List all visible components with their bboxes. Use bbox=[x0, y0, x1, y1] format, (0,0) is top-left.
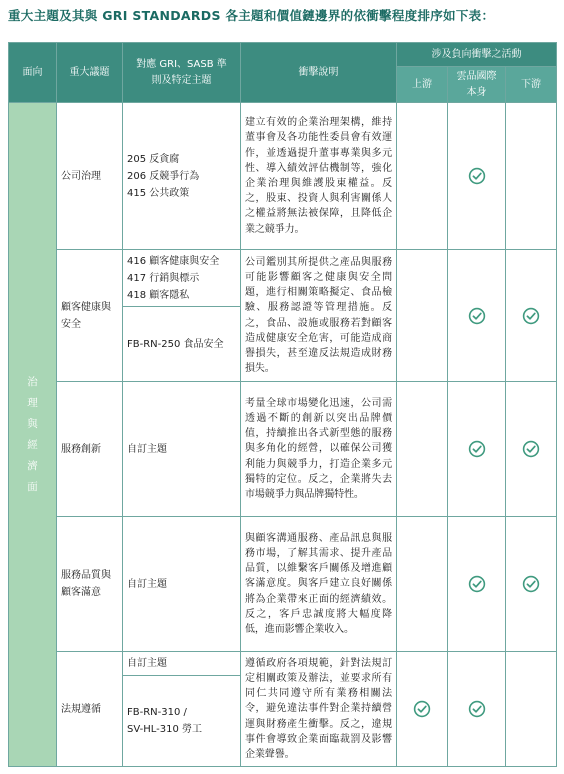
upstream-cell bbox=[397, 652, 448, 767]
standard-item: FB-RN-250 食品安全 bbox=[127, 338, 224, 350]
header-itself bbox=[448, 67, 506, 103]
standard-cell bbox=[123, 382, 241, 517]
table-row bbox=[9, 517, 557, 652]
downstream-cell bbox=[506, 652, 557, 767]
standard-cell bbox=[123, 517, 241, 652]
downstream-cell bbox=[506, 250, 557, 382]
upstream-cell bbox=[397, 103, 448, 250]
header-facet: 面向 bbox=[9, 43, 57, 103]
standard-item: 417 行銷與標示 bbox=[127, 272, 200, 284]
material-topics-table bbox=[8, 42, 557, 767]
facet-cell bbox=[9, 103, 57, 767]
header-standard-label: 對應 GRI、SASB 準則及特定主題 bbox=[136, 58, 227, 86]
table-row bbox=[9, 250, 557, 307]
check-circle-icon bbox=[522, 440, 540, 458]
topic-cell: 公司治理 bbox=[57, 103, 123, 250]
topic-cell: 法規遵循 bbox=[57, 652, 123, 767]
standard-cell bbox=[123, 652, 241, 676]
header-topic: 重大議題 bbox=[57, 43, 123, 103]
header-standard bbox=[123, 43, 241, 103]
standard-item: 自訂主題 bbox=[127, 578, 167, 590]
table-row bbox=[9, 103, 557, 250]
topic-cell: 服務品質與顧客滿意 bbox=[57, 517, 123, 652]
header-upstream: 上游 bbox=[397, 67, 448, 103]
upstream-cell bbox=[397, 517, 448, 652]
impact-description: 考量全球市場變化迅速，公司需透過不斷的創新以突出品牌價值，持續推出各式新型態的服務與多角化的經營，以確保公司獲利能力與競爭力，打造企業多元獨特的定位。反之，企業將失去市場競爭力與品牌獨特性。 bbox=[241, 382, 397, 517]
header-group: 涉及負向衝擊之活動 bbox=[397, 43, 557, 67]
topic-cell: 顧客健康與安全 bbox=[57, 250, 123, 382]
impact-description: 遵循政府各項規範，針對法規訂定相關政策及辦法，並要求所有同仁共同遵守所有業務相關法令，避免違法事件對企業持續營運與財務產生衝擊。反之，違規事件會導致企業面臨裁罰及影響企業聲譽。 bbox=[241, 652, 397, 767]
check-circle-icon bbox=[468, 167, 486, 185]
facet-label: 治理與經濟面 bbox=[27, 375, 38, 493]
header-downstream: 下游 bbox=[506, 67, 557, 103]
header-itself-label: 雲品國際本身 bbox=[456, 70, 497, 98]
check-circle-icon bbox=[468, 575, 486, 593]
check-circle-icon bbox=[413, 700, 431, 718]
table-row bbox=[9, 382, 557, 517]
itself-cell bbox=[448, 517, 506, 652]
table-row bbox=[9, 652, 557, 676]
standard-cell bbox=[123, 307, 241, 382]
standard-cell bbox=[123, 250, 241, 307]
downstream-cell bbox=[506, 382, 557, 517]
standard-item: 205 反貪腐 bbox=[127, 153, 180, 165]
standard-item: FB-RN-310 / bbox=[127, 707, 187, 718]
standard-item: 自訂主題 bbox=[127, 443, 167, 455]
upstream-cell bbox=[397, 382, 448, 517]
standard-item: 415 公共政策 bbox=[127, 187, 190, 199]
standard-cell bbox=[123, 103, 241, 250]
check-circle-icon bbox=[468, 307, 486, 325]
check-circle-icon bbox=[522, 307, 540, 325]
itself-cell bbox=[448, 382, 506, 517]
check-circle-icon bbox=[468, 440, 486, 458]
upstream-cell bbox=[397, 250, 448, 382]
impact-description: 公司鑑別其所提供之產品與服務可能影響顧客之健康與安全問題，進行相關策略擬定、食品檢驗、服務認證等管理措施。反之，食品、設施或服務若對顧客造成健康安全危害，可能造成商譽損失，甚至違反法規造成財務損失。 bbox=[241, 250, 397, 382]
itself-cell bbox=[448, 652, 506, 767]
standard-item: 206 反競爭行為 bbox=[127, 170, 200, 182]
standard-item: 418 顧客隱私 bbox=[127, 289, 190, 301]
standard-item: 416 顧客健康與安全 bbox=[127, 255, 220, 267]
itself-cell bbox=[448, 250, 506, 382]
impact-description: 建立有效的企業治理架構，維持董事會及各功能性委員會有效運作，並透過提升董事專業與多元性、導入績效評估機制等，強化企業治理與維護股東權益。反之，股東、投資人與利害關係人之權益將無法被保障，且降低企業之競爭力。 bbox=[241, 103, 397, 250]
downstream-cell bbox=[506, 517, 557, 652]
downstream-cell bbox=[506, 103, 557, 250]
impact-description: 與顧客溝通服務、產品訊息與服務市場，了解其需求、提升產品品質，以維繫客戶關係及增進顧客滿意度。與客戶建立良好關係將為企業帶來正面的經濟績效。反之，客戶忠誠度將大幅度降低，進而影響企業收入。 bbox=[241, 517, 397, 652]
topic-cell: 服務創新 bbox=[57, 382, 123, 517]
header-impact: 衝擊說明 bbox=[241, 43, 397, 103]
standard-item: 自訂主題 bbox=[127, 658, 167, 669]
standard-cell bbox=[123, 676, 241, 767]
standard-item: SV-HL-310 勞工 bbox=[127, 724, 202, 735]
check-circle-icon bbox=[468, 700, 486, 718]
page-title: 重大主題及其與 GRI STANDARDS 各主題和價值鏈邊界的依衝擊程度排序如下表： bbox=[8, 8, 495, 23]
check-circle-icon bbox=[522, 575, 540, 593]
itself-cell bbox=[448, 103, 506, 250]
